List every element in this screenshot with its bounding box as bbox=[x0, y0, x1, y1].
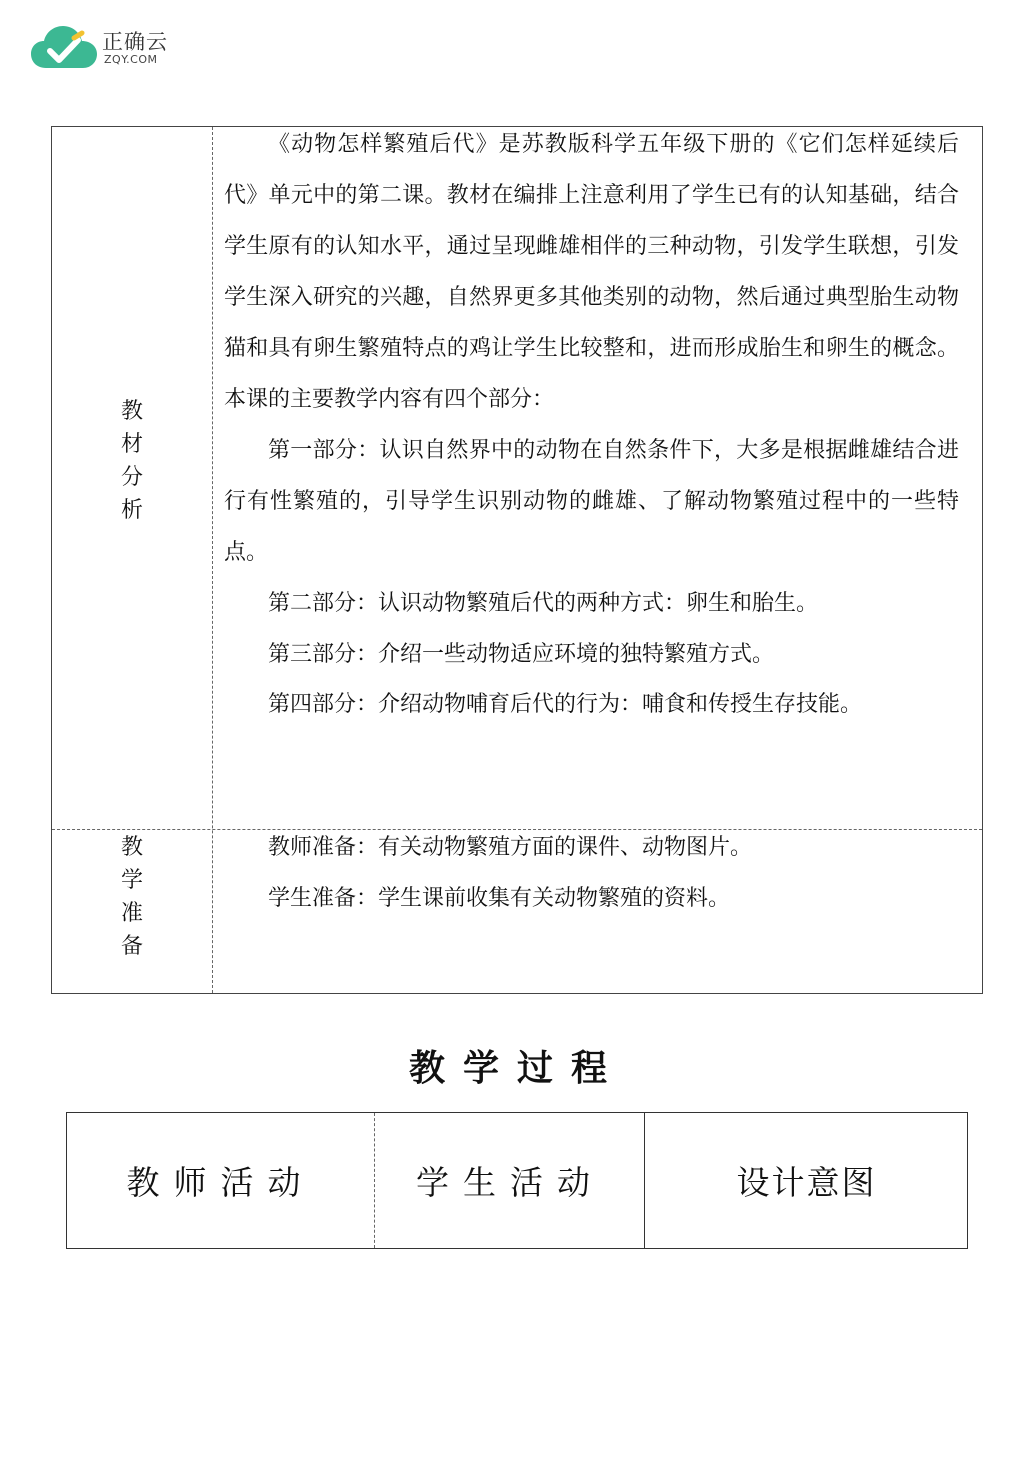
analysis-label bbox=[52, 395, 212, 527]
header-student-activity: 学生活动 bbox=[374, 1113, 645, 1248]
student-preparation: 学生准备：学生课前收集有关动物繁殖的资料。 bbox=[268, 886, 731, 911]
analysis-paragraph: 第三部分：介绍一些动物适应环境的独特繁殖方式。 bbox=[268, 642, 775, 667]
header-teacher-activity: 教师活动 bbox=[126, 1163, 315, 1202]
brand-name-cn: 正确云 bbox=[102, 30, 168, 54]
analysis-paragraph: 第二部分：认识动物繁殖后代的两种方式：卵生和胎生。 bbox=[268, 591, 819, 616]
preparation-label-char: 学 bbox=[120, 868, 143, 893]
analysis-label-char: 教 bbox=[120, 399, 143, 424]
brand-logo bbox=[30, 22, 180, 74]
preparation-label-char: 备 bbox=[120, 934, 143, 959]
analysis-label-char: 析 bbox=[120, 498, 143, 523]
analysis-label-char: 分 bbox=[120, 465, 143, 490]
teacher-preparation: 教师准备：有关动物繁殖方面的课件、动物图片。 bbox=[268, 835, 753, 860]
analysis-paragraph: 第四部分：介绍动物哺育后代的行为：哺食和传授生存技能。 bbox=[268, 692, 863, 717]
section-title: 教学过程 bbox=[408, 1048, 625, 1089]
preparation-label-char: 教 bbox=[120, 835, 143, 860]
column-divider bbox=[212, 127, 213, 993]
analysis-paragraph: 第一部分：认识自然界中的动物在自然条件下，大多是根据雌雄结合进行有性繁殖的，引导学生识别动物的雌雄、了解动物繁殖过程中的一些特点。 bbox=[224, 438, 959, 565]
analysis-label-char: 材 bbox=[120, 432, 143, 457]
cloud-check-icon bbox=[30, 24, 98, 70]
analysis-table bbox=[51, 126, 983, 994]
analysis-paragraph: 《动物怎样繁殖后代》是苏教版科学五年级下册的《它们怎样延续后代》单元中的第二课。教材在编排上注意利用了学生已有的认知基础，结合学生原有的认知水平，通过呈现雌雄相伴的三种动物，引发学生联想，引发学生深入研究的兴趣，自然界更多其他类别的动物，然后通过典型胎生动物猫和具有卵生繁殖特点的鸡让学生比较整和，进而形成胎生和卵生的概念。本课的主要教学内容有四个部分： bbox=[224, 132, 959, 412]
process-table bbox=[66, 1112, 968, 1249]
analysis-content bbox=[224, 119, 959, 722]
preparation-label-char: 准 bbox=[120, 901, 143, 926]
header-design-intent: 设计意图 bbox=[644, 1113, 968, 1248]
brand-name-en: ZQY.COM bbox=[104, 53, 158, 66]
preparation-label bbox=[52, 831, 212, 963]
preparation-content bbox=[224, 822, 959, 924]
